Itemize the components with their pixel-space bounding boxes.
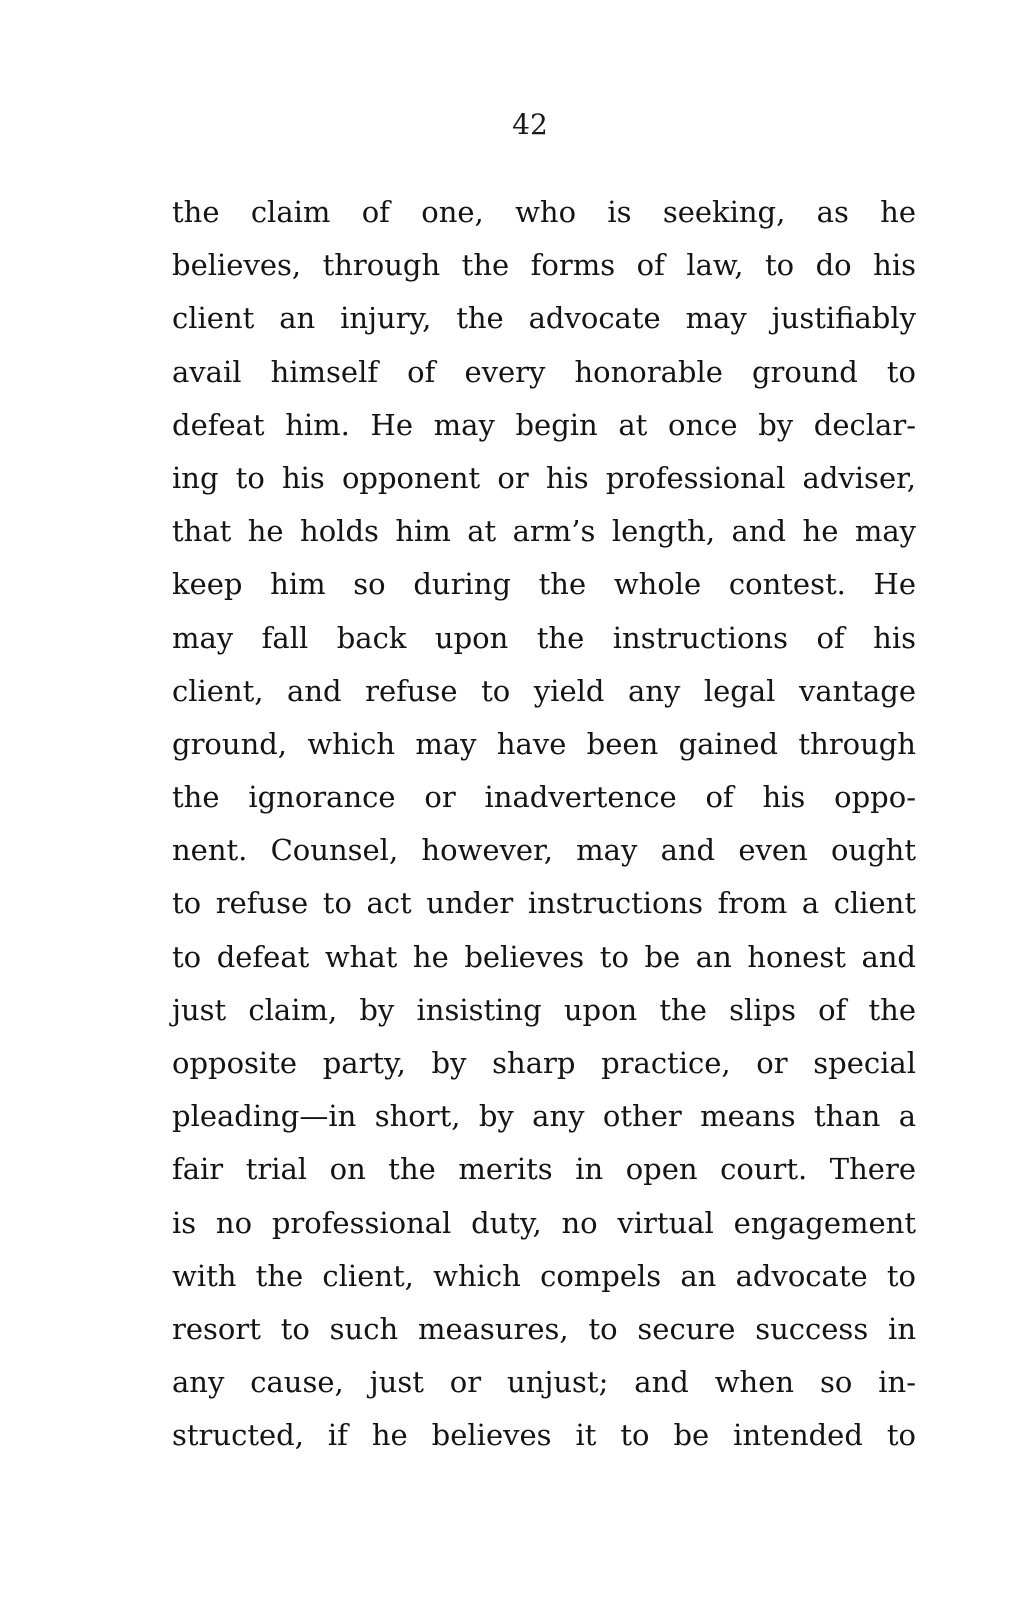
text-line: to refuse to act under instructions from a client <box>172 886 916 921</box>
text-line: keep him so during the whole contest. He <box>172 567 916 602</box>
text-line: ground, which may have been gained through <box>172 726 916 761</box>
text-line: the ignorance or inadvertence of his oppo- <box>172 780 916 815</box>
text-line: just claim, by insisting upon the slips of the <box>172 992 916 1027</box>
text-line: avail himself of every honorable ground to <box>172 354 916 389</box>
text-line: may fall back upon the instructions of his <box>172 620 916 655</box>
text-line: fair trial on the merits in open court. There <box>172 1152 916 1187</box>
text-line: is no professional duty, no virtual engagement <box>172 1205 916 1240</box>
text-line: the claim of one, who is seeking, as he <box>172 195 916 229</box>
text-line: believes, through the forms of law, to do his <box>172 248 916 283</box>
text-line: resort to such measures, to secure success in <box>172 1311 916 1346</box>
text-line: with the client, which compels an advocate to <box>172 1258 916 1293</box>
text-line: nent. Counsel, however, may and even ought <box>172 833 916 868</box>
text-line: opposite party, by sharp practice, or special <box>172 1046 916 1080</box>
text-line: structed, if he believes it to be intended to <box>172 1418 916 1453</box>
text-line: client an injury, the advocate may justifiably <box>172 301 916 336</box>
text-line: defeat him. He may begin at once by declar- <box>172 407 916 442</box>
page-number: 42 <box>512 108 548 141</box>
text-line: client, and refuse to yield any legal vantage <box>172 673 916 708</box>
text-line: pleading—in short, by any other means than a <box>172 1099 916 1134</box>
body-text <box>172 186 916 1463</box>
text-line: any cause, just or unjust; and when so in- <box>172 1365 916 1400</box>
text-line: to defeat what he believes to be an honest and <box>172 939 916 974</box>
text-line: ing to his opponent or his professional adviser, <box>172 460 916 495</box>
text-line: that he holds him at arm’s length, and he may <box>172 514 916 549</box>
